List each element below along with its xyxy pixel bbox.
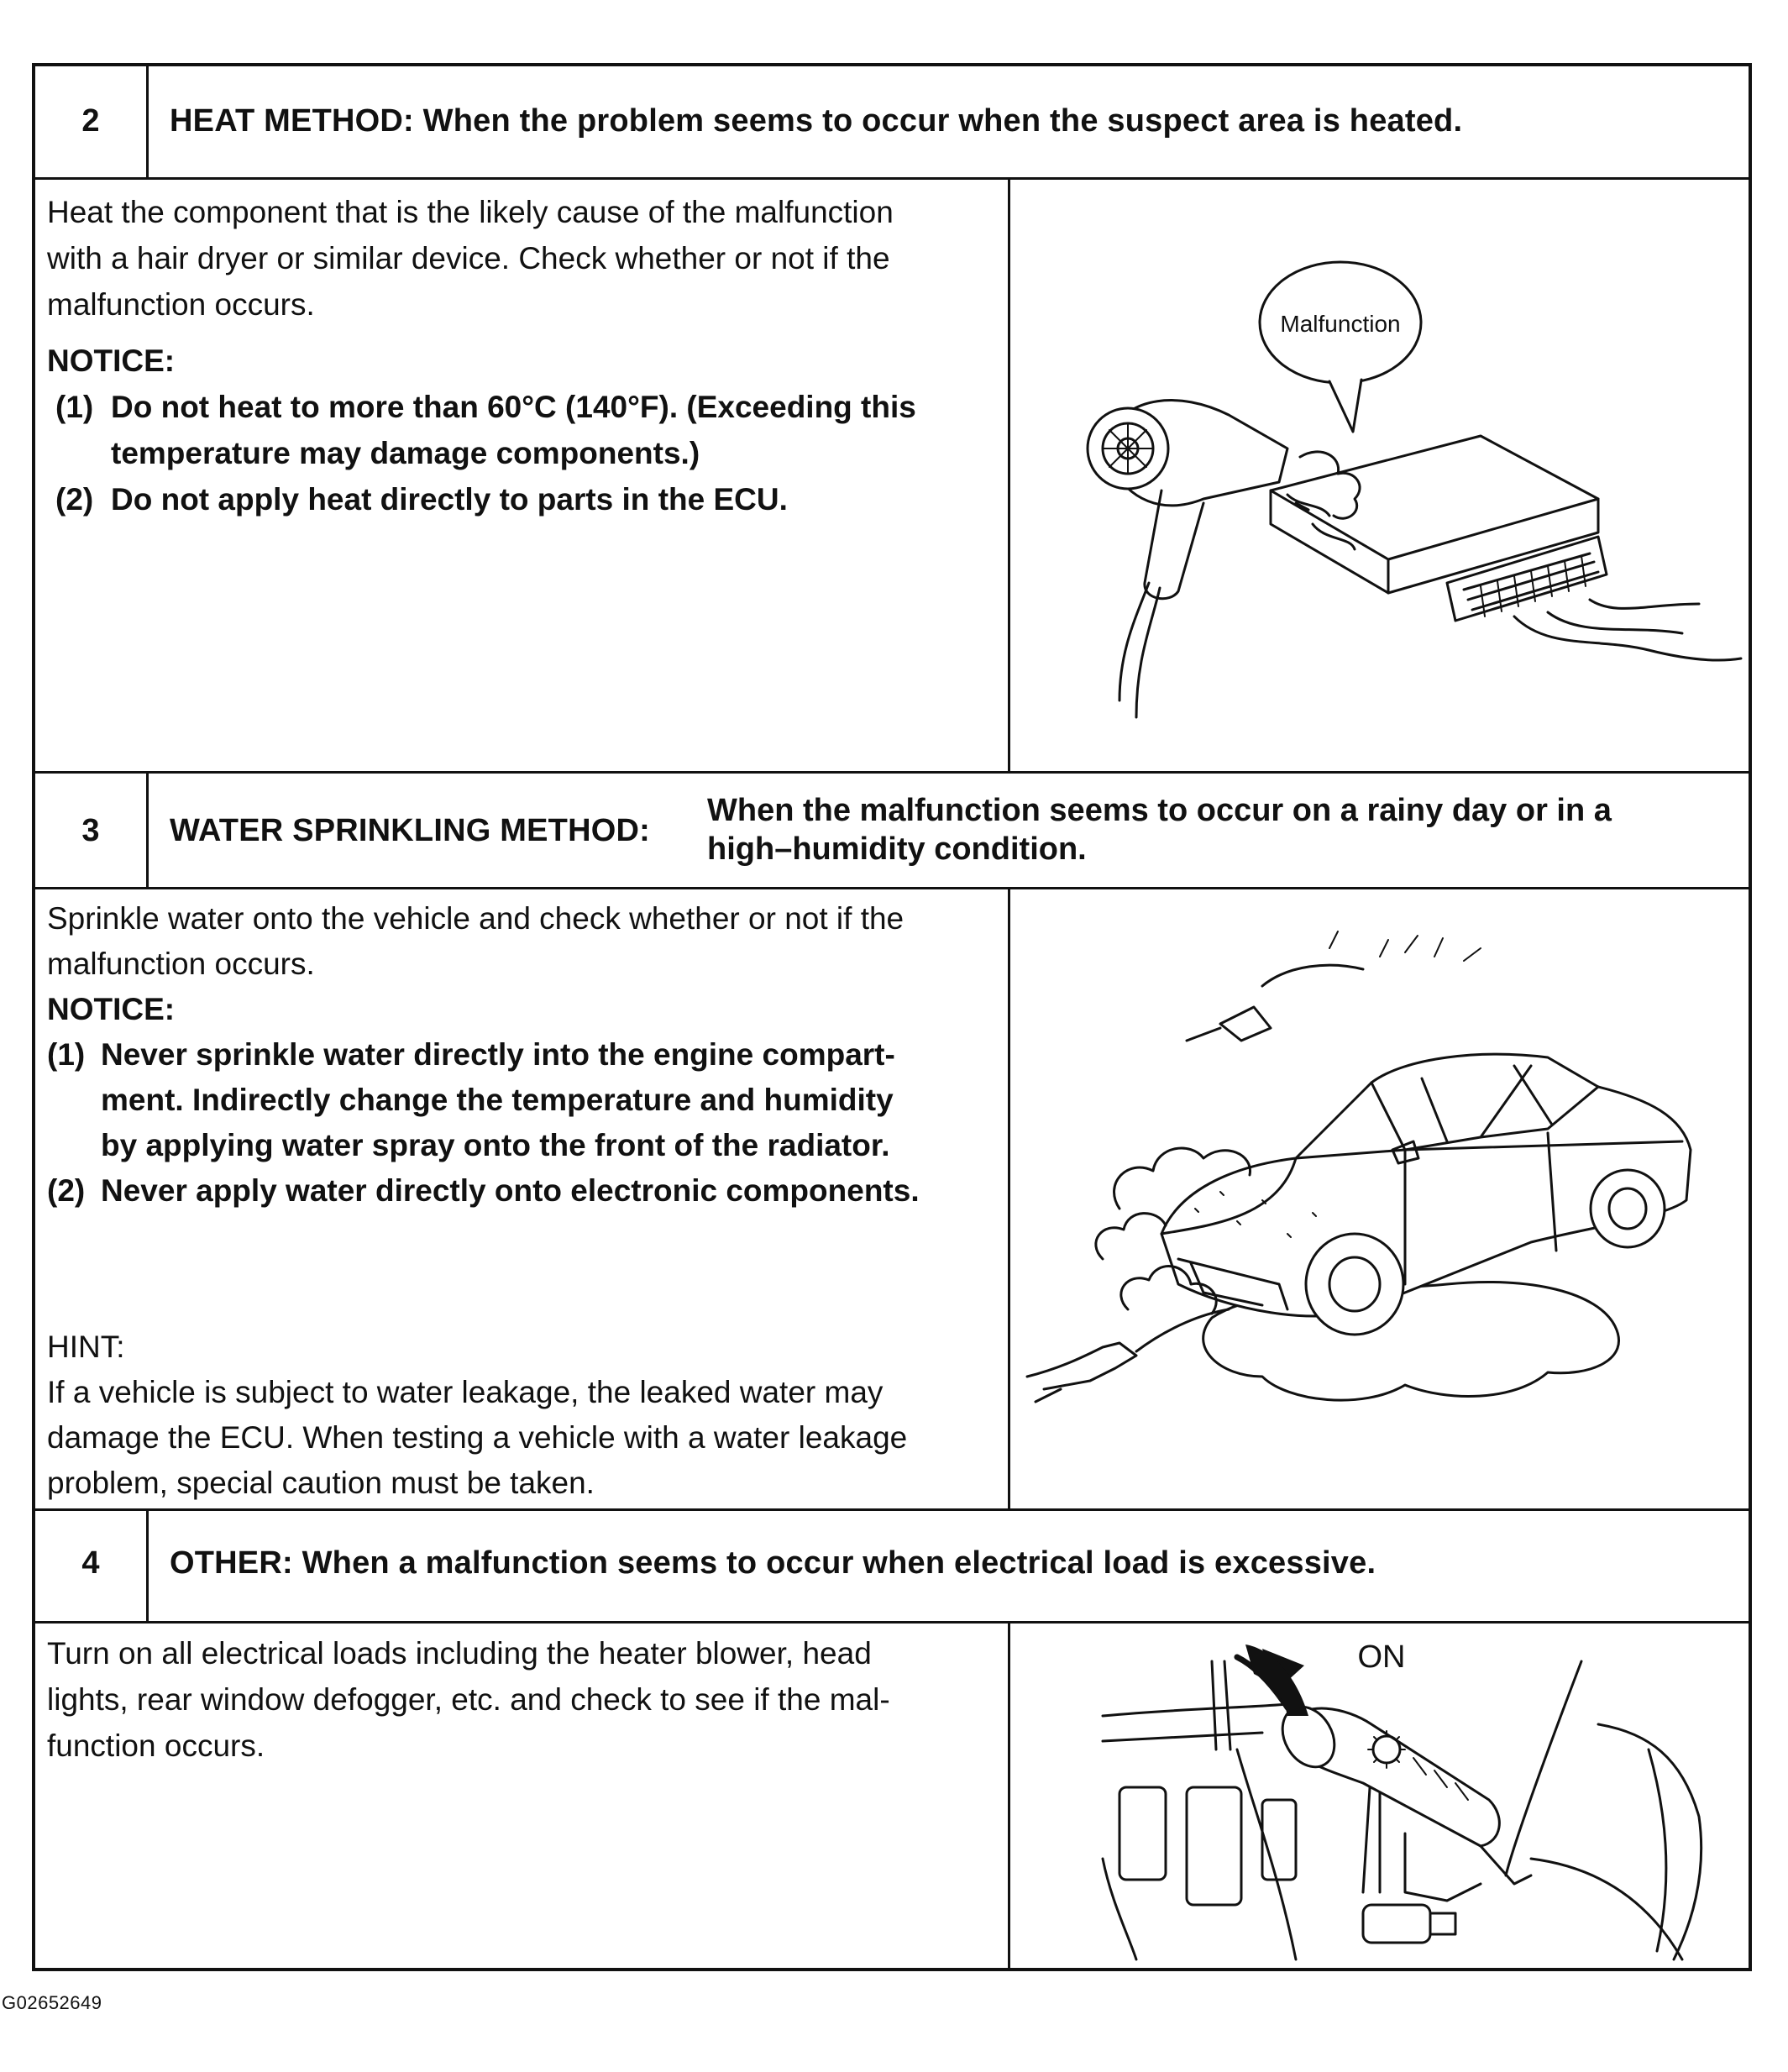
hint-label: HINT: — [47, 1330, 125, 1364]
section-3-text — [47, 896, 1004, 1506]
section-2-text — [47, 189, 1004, 522]
section-title-desc — [707, 791, 1612, 868]
body-line: function occurs. — [47, 1728, 265, 1763]
section-number: 3 — [81, 813, 100, 848]
diagnostic-table — [32, 63, 1752, 1971]
light-switch-stalk-icon — [1010, 1624, 1749, 1968]
hair-dryer-heating-ecu-icon — [1010, 180, 1749, 768]
notice-item — [47, 1168, 1004, 1214]
section-number: 2 — [81, 103, 100, 139]
notice-line: temperature may damage components.) — [111, 436, 700, 470]
notice-number: (2) — [47, 1173, 86, 1208]
on-label: ON — [1357, 1639, 1406, 1675]
section-title-label: WATER SPRINKLING METHOD: — [170, 813, 650, 848]
notice-item — [47, 1032, 1004, 1168]
callout-label: Malfunction — [1280, 311, 1401, 337]
notice-line: Never apply water directly onto electronic components. — [101, 1173, 920, 1208]
notice-line: Never sprinkle water directly into the engine compart- — [101, 1037, 895, 1072]
divider — [146, 66, 149, 177]
title-line: When the malfunction seems to occur on a rainy day or in a — [707, 793, 1612, 828]
hint-line: damage the ECU. When testing a vehicle with a water leakage — [47, 1420, 908, 1455]
notice-line: Do not heat to more than 60°C (140°F). (Exceeding this — [111, 390, 916, 424]
section-4-text — [47, 1630, 1004, 1769]
notice-item — [47, 384, 1004, 476]
car-water-spray-icon — [1010, 889, 1749, 1507]
section-title: OTHER: When a malfunction seems to occur when electrical load is excessive. — [170, 1545, 1376, 1581]
section-3-header — [35, 771, 1749, 887]
body-line: Turn on all electrical loads including the heater blower, head — [47, 1636, 872, 1671]
body-line: lights, rear window defogger, etc. and check to see if the mal- — [47, 1682, 890, 1717]
notice-number: (1) — [47, 1037, 86, 1072]
divider — [146, 1508, 149, 1621]
notice-label: NOTICE: — [47, 344, 176, 378]
section-number: 4 — [81, 1545, 100, 1581]
divider — [146, 771, 149, 887]
notice-number: (1) — [55, 390, 94, 424]
body-line: Sprinkle water onto the vehicle and check whether or not if the — [47, 901, 904, 936]
figure-id: G02652649 — [2, 1992, 102, 2013]
body-line: Heat the component that is the likely cause of the malfunction — [47, 195, 894, 229]
section-4-header — [35, 1508, 1749, 1621]
body-line: with a hair dryer or similar device. Check whether or not if the — [47, 241, 890, 275]
hint-line: problem, special caution must be taken. — [47, 1466, 595, 1500]
notice-line: Do not apply heat directly to parts in the ECU. — [111, 482, 788, 517]
section-title: HEAT METHOD: When the problem seems to occur when the suspect area is heated. — [170, 103, 1463, 139]
hint-line: If a vehicle is subject to water leakage, the leaked water may — [47, 1375, 884, 1409]
section-2-header — [35, 66, 1749, 177]
notice-number: (2) — [55, 482, 94, 517]
notice-line: by applying water spray onto the front of the radiator. — [101, 1128, 890, 1162]
body-line: malfunction occurs. — [47, 287, 315, 322]
notice-label: NOTICE: — [47, 992, 176, 1026]
body-line: malfunction occurs. — [47, 947, 315, 981]
notice-item — [47, 476, 1004, 522]
title-line: high–humidity condition. — [707, 831, 1087, 867]
notice-line: ment. Indirectly change the temperature and humidity — [101, 1083, 894, 1117]
